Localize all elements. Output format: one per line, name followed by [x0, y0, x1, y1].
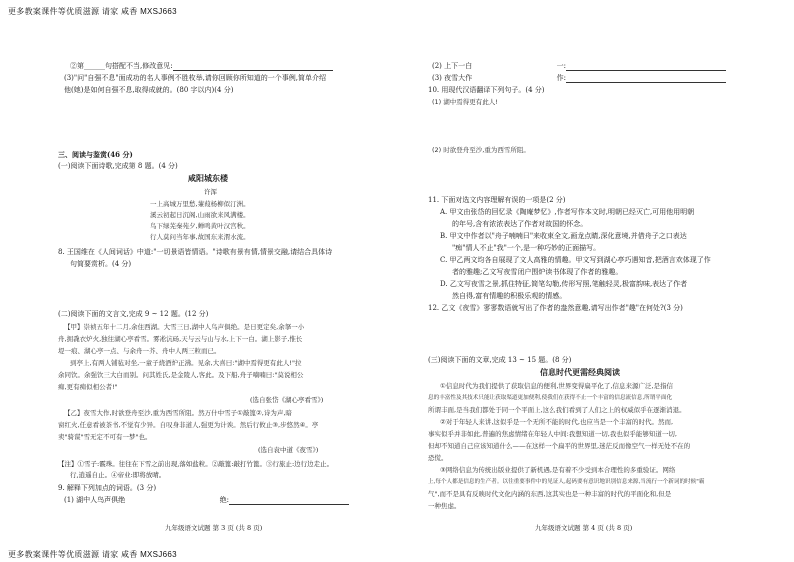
question-12: 12. 乙文《夜雪》寥寥数语就写出了作者的盎然意趣,请写出作者"趣"在何处?(3 分) [428, 304, 683, 312]
q11-option: A. 甲文由张岱的回忆录《陶庵梦忆》,作者写作本文时,明朝已经灭亡,可用他用明朝 [440, 208, 695, 216]
question-11: 11. 下面对选文内容理解有误的一项是(2 分) [428, 196, 566, 204]
passage-a-line: 堤一痕、湖心亭一点、与余舟一芥、舟中人两三粒而已。 [58, 347, 221, 355]
q11-option: 的年号,含有浓浓表达了作者对故国的怀念。 [452, 220, 588, 228]
question-10-1: (1) 湖中焉得更有此人! [432, 98, 498, 106]
q11-option: 然自得,富有情趣的积极乐观的情感。 [452, 292, 567, 300]
essay-line: 上,每个人都是信息的生产者。以往重要事件中的见证人,起码要有意识地识别信息来源,当流行一个新词的时候"霸 [428, 479, 705, 485]
poem-line: 溪云初起日沉阁,山雨欲来风满楼。 [150, 211, 250, 219]
passage-a-source: (选自张岱《湖心亭看雪》) [250, 396, 324, 404]
poem-author: 许浑 [204, 188, 217, 196]
question-9-3: (3) 夜雪大作 作: [432, 74, 726, 83]
question-9: 9. 解释下列加点的词语。(3 分) [58, 484, 157, 492]
essay-line: 但却不知道自己应该知道什么——在这样一个扁平的世界里,迷茫反而像空气一样无处不在的 [428, 442, 691, 450]
passage-a-line: 痴,更有痴似相公者!" [58, 383, 118, 391]
q11-option: "痴"情人不止"我"一个,是一种巧妙的正面描写。 [452, 244, 601, 252]
essay-line: ③网络信息为传统出版业提供了新机遇,是有着不少受到本合理性的多重验证。网络 [440, 466, 676, 474]
passage-b-line: 【乙】夜雪大作,时欲登舟至沙,重为西雪所阻。然万什中雪子①敲篦②,诗为声,暗 [64, 409, 292, 417]
question-9-1: (1) 湖中人鸟声俱绝 绝: [64, 496, 349, 505]
essay-line: ②对于年轻人来讲,这似乎是一个无所不能的时代,也应当是一个丰富的时代。然而, [440, 418, 674, 426]
prose-intro: (二)阅读下面的文言文,完成 9 ~ 12 题。(12 分) [58, 310, 209, 318]
q11-option: D. 乙文写夜雪之景,抓住特征,简笔勾勒,传形写照,笔触轻灵,极富韵味,表达了作者 [440, 280, 688, 288]
passage-b-source: (选自袁中道《夜雪》) [258, 446, 319, 454]
passage-b-line: 卖"骑谋"雪无定不可有一梦"也。 [58, 433, 152, 441]
section-3-title: 三、阅读与鉴赏(46 分) [58, 150, 133, 159]
essay-line: 息的丰富性及其技术只能让获取渠道更加便利,使我们在获得不止一个丰富的信息流信息,所谓平面化 [428, 395, 673, 401]
question-10-2: (2) 时欲登舟至沙,重为西雪所阻。 [432, 146, 530, 154]
answer-box-10-1[interactable] [428, 94, 740, 136]
essay-line: 事实似乎并非如此,普遍的焦虑情绪在年轻人中间:我想知道一切,我也似乎能够知道一切, [428, 430, 677, 438]
poem-line: 行人莫问当年事,故国东来渭水流。 [150, 233, 250, 241]
essay-line: 一种焦虑。 [428, 502, 461, 510]
page-footer-banner: 更多教案课件等优质滋源 请家 咸香 MXSJ663 [8, 550, 177, 559]
q11-option: C. 甲乙两文均各自展现了文人高雅的情趣。甲文写到湖心亭巧遇知音,把酒言欢体现了作 [440, 256, 711, 264]
essay-line: 恐慌。 [428, 454, 448, 462]
question-3-line2: 他(她)是如何自强不息,取得成就的。(80 字以内)(4 分) [64, 86, 234, 94]
passage-a-line: 舟,拥毳衣炉火,独往湖心亭看雪。雾凇沆砀,天与云与山与水,上下一白。湖上影子,惟长 [58, 335, 303, 343]
passage-a-line: 【甲】崇祯五年十二月,余住西湖。大雪三日,湖中人鸟声俱绝。是日更定矣,余拏一小 [64, 323, 305, 331]
question-10: 10. 用现代汉语翻译下列句子。(4 分) [428, 86, 545, 94]
notes-line1: 【注】①雪子:霰珠。往往在下雪之前出现,落如盐粒。②敲篦:敲打竹篦。③行旅止:边行边走止。 [58, 460, 334, 468]
q11-option: 者的雅趣;乙文写夜雪闭户围炉读书体现了作者的雅趣。 [452, 268, 623, 276]
notes-line2: 行,逍遥自止。④帝业:即将放晴。 [70, 471, 166, 479]
essay-title: 信息时代更需经典阅读 [540, 367, 620, 377]
essay-line: ①信息时代为我们提供了获取信息的便利,世界变得扁平化了,信息来源广泛,是指信 [440, 382, 674, 390]
poem-intro: (一)阅读下面诗歌,完成第 8 题。(4 分) [58, 162, 178, 170]
page-header: 更多教案课件等优质滋源 请家 咸香 MXSJ663 [8, 7, 177, 16]
question-8-line2: 句简要赏析。(4 分) [70, 260, 132, 268]
passage-a-line: 余同饮。余强饮三大白而别。问其姓氏,是金陵人,客此。及下船,舟子喃喃曰:"莫说相公 [58, 371, 304, 379]
q11-option: B. 甲文中作者以"舟子喃喃曰"来收束全文,画龙点睛,深化意境,并借舟子之口表达 [440, 232, 687, 240]
essay-line: 所谓丰面,是当我们都处于同一个平面上,这么我们看到了人们之上的权威似乎在逐渐消退。 [428, 406, 686, 414]
passage-a-line: 到亭上,有两人铺毡对坐,一童子烧酒炉正沸。见余,大喜曰:"湖中焉得更有此人!"拉 [70, 359, 302, 367]
passage-b-line: 窗红火,任意看被茶书,不觉有少异。自叹身非道人,强更为计诶。然后行攸止③,步悠然④。亭 [58, 421, 319, 429]
page-number-left: 九年级语文试题 第 3 页 (共 8 页) [165, 524, 263, 532]
poem-line: 一上高城万里愁,蒹葭杨柳似汀洲。 [150, 200, 250, 208]
question-fill-2: ②第______句搭配不当,修改意见: [70, 62, 333, 71]
poem-title: 咸阳城东楼 [188, 173, 228, 183]
question-8-line1: 8. 王国维在《人间词话》中道:"一切景语皆情语。"诗歌有景有情,情景交融,请结合具体诗 [58, 248, 333, 256]
page-number-right: 九年级语文试题 第 4 页 (共 8 页) [535, 524, 633, 532]
reading-3-intro: (三)阅读下面的文章,完成 13 ~ 15 题。(8 分) [428, 356, 572, 364]
question-9-2: (2) 上下一白 一: [432, 62, 726, 71]
poem-line: 鸟下绿芜秦苑夕,蝉鸣黄叶汉宫秋。 [150, 222, 250, 230]
question-3-line1: (3)"问"自强不息"面成功的名人事例不胜枚举,请你回顾你所知道的一个事例,简单介绍 [64, 74, 327, 82]
essay-line: 气",而不是具有反映时代文化内涵的东西,这其实也是一种丰富的时代的平面化和,但是 [428, 490, 672, 498]
